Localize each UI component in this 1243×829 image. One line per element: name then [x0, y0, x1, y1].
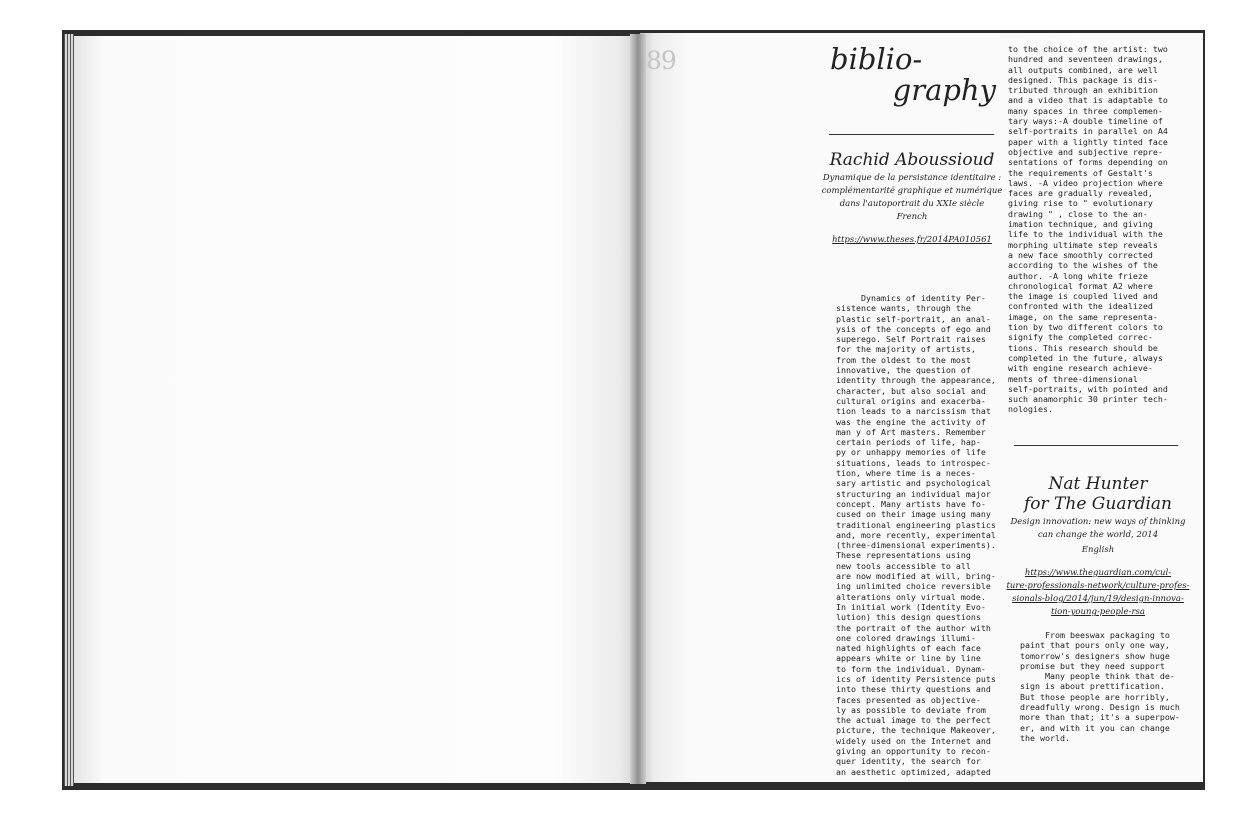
section-rule-1	[829, 134, 994, 135]
title-line-2: graphy	[892, 73, 996, 107]
entry-abstract-aboussioud: Dynamics of identity Per- sistence wants, through the plastic self-portrait, an anal- ysis of the concepts of ego and superego. Self Portrait raises for the majority of artists, from the oldest to the most innovative, the question of identity through the appearance, character, but also social and cultural origins and exacerba- tion leads to a narcissism that was the engine the activity of man y of Art masters. Remember certain periods of life, hap- py or unhappy memories of life situations, leads to introspec- tion, where time is a neces- sary artistic and psychological structuring an individual major concept. Many artists have fo- cused on their image using many traditional engineering plastics and, more recently, experimental (three-dimensional experiments). These representations using new tools accessible to all are now modified at will, bring- ing unlimited choice reversible alterations only virtual mode. In initial work (Identity Evo- lution) this design questions the portrait of the author with one colored drawings illumi- nated highlights of each face appears white or line by line to form the individual. Dynam- ics of identity Persistence puts into these thirty questions and faces presented as objective- ly as possible to deviate from the actual image to the perfect picture, the technique Makeover, widely used on the Internet and giving an opportunity to recon- quer identity, the search for an aesthetic optimized, adapted	[836, 293, 996, 777]
title-line-1: biblio-	[830, 42, 923, 76]
entry-abstract-hunter: From beeswax packaging to paint that pours only one way, tomorrow's designers show huge promise but they need support Many people think that de- sign is about prettification. But those people are horribly, dreadfully wrong. Design is much more than that; it's a superpow- er, and with it you can change the world.	[1020, 630, 1180, 743]
entry-link[interactable]: https://www.theguardian.com/cul- ture-professionals-network/culture-profes- sionals-blog/2014/jun/19/design-innova- tion-young-people-rsa	[1006, 568, 1190, 617]
left-page-blank	[74, 36, 640, 783]
page-edges	[64, 34, 74, 786]
entry-abstract-continuation: to the choice of the artist: two hundred and seventeen drawings, all outputs combined, are well designed. This package is dis- tributed through an exhibition and a video that is adaptable to many spaces in three complemen- tary ways:-A double timeline of self-portraits in parallel on A4 paper with a lightly tinted face objective and subjective repre- sentations of forms depending on the requirements of Gestalt's laws. -A video projection where faces are gradually revealed, giving rise to " evolutionary drawing " , close to the an- imation technique, and giving life to the individual with the morphing ultimate step reveals a new face smoothly corrected according to the wishes of the author. -A long white frieze chronological format A2 where the image is coupled lived and confronted with the idealized image, on the same representa- tion by two different colors to signify the completed correc- tions. This research should be completed in the future, always with engine research achieve- ments of three-dimensional self-portraits, with pointed and such anamorphic 30 printer tech- nologies.	[1008, 44, 1168, 415]
entry-author: Nat Hunter for The Guardian	[1023, 474, 1172, 514]
page-title	[830, 44, 996, 106]
entry-link[interactable]: https://www.theses.fr/2014PA010561	[832, 235, 992, 245]
entry-language: English	[1081, 545, 1115, 555]
entry-language: French	[896, 212, 928, 222]
bibliography-entry-aboussioud	[820, 150, 1004, 247]
book-gutter	[630, 34, 646, 784]
bibliography-entry-hunter	[1006, 474, 1190, 619]
page-number: 89	[646, 46, 676, 75]
entry-author: Rachid Aboussioud	[829, 150, 995, 170]
entry-work-title: Dynamique de la persistance identitaire : complémentarité graphique et numérique dans l'autoportrait du XXIe siècle	[821, 173, 1003, 209]
section-rule-2	[1014, 445, 1178, 446]
entry-work-title: Design innovation: new ways of thinking can change the world, 2014	[1010, 517, 1186, 540]
